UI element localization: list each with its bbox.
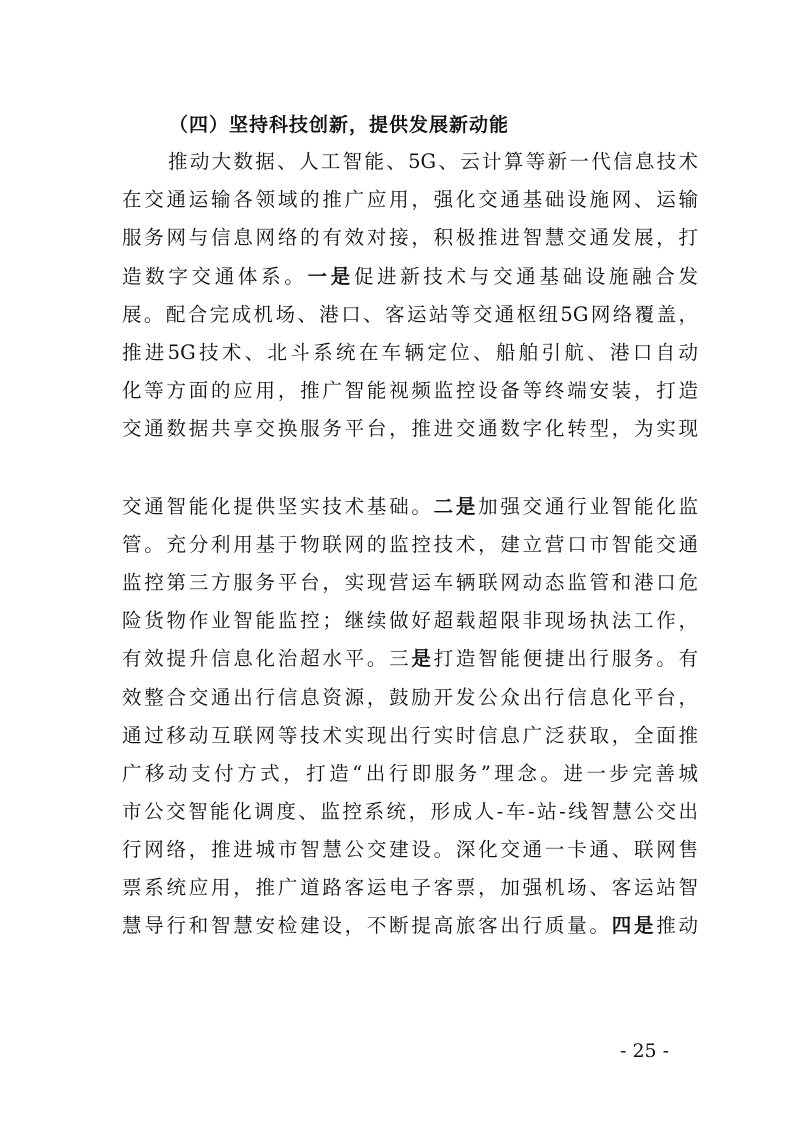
- paragraph-line: 在交通运输各领域的推广应用，强化交通基础设施网、运输: [122, 188, 698, 211]
- paragraph-line: 推动大数据、人工智能、5G、云计算等新一代信息技术: [168, 150, 698, 173]
- bold-marker: 二是: [433, 495, 479, 518]
- line-text: 造数字交通体系。: [122, 265, 308, 288]
- paragraph-line: [122, 644, 698, 674]
- line-text: 加强交通行业智能化监: [478, 495, 698, 518]
- paragraph-line: 票系统应用，推广道路客运电子客票，加强机场、客运站智: [122, 876, 698, 899]
- page-number: - 25 -: [620, 1040, 670, 1062]
- paragraph-line: 通过移动互联网等技术实现出行实时信息广泛获取，全面推: [122, 724, 698, 747]
- bold-marker: 一是: [307, 265, 354, 288]
- paragraph-line: 效整合交通出行信息资源，鼓励开发公众出行信息化平台，: [122, 686, 698, 709]
- paragraph-line: 监控第三方服务平台，实现营运车辆联网动态监管和港口危: [122, 571, 698, 594]
- line-text: 有效提升信息化治超水平。三: [122, 647, 412, 670]
- paragraph-line: 管。充分利用基于物联网的监控技术，建立营口市智能交通: [122, 533, 698, 556]
- paragraph-line: [122, 262, 698, 292]
- bold-marker: 是: [411, 647, 434, 670]
- line-text: 交通智能化提供坚实技术基础。: [122, 495, 434, 518]
- paragraph-line: [122, 492, 698, 522]
- paragraph-line: [122, 452, 698, 482]
- paragraph-line: 交通数据共享交换服务平台，推进交通数字化转型，为实现: [122, 417, 698, 440]
- line-text: 推动: [656, 914, 698, 937]
- paragraph-line: 险货物作业智能监控；继续做好超载超限非现场执法工作，: [122, 609, 698, 632]
- section-heading: （四）坚持科技创新，提供发展新动能: [169, 114, 510, 136]
- line-text: 促进新技术与交通基础设施融合发: [353, 265, 698, 288]
- paragraph-line: 广移动支付方式，打造“出行即服务”理念。进一步完善城: [122, 762, 698, 785]
- paragraph-line: 服务网与信息网络的有效对接，积极推进智慧交通发展，打: [122, 226, 698, 249]
- paragraph-line: 推进5G技术、北斗系统在车辆定位、船舶引航、港口自动: [122, 341, 698, 364]
- paragraph-line: 化等方面的应用，推广智能视频监控设备等终端安装，打造: [122, 379, 698, 402]
- paragraph-line: 展。配合完成机场、港口、客运站等交通枢纽5G网络覆盖，: [122, 303, 698, 326]
- paragraph-line: 市公交智能化调度、监控系统，形成人-车-站-线智慧公交出: [122, 800, 698, 823]
- paragraph-line: 行网络，推进城市智慧公交建设。深化交通一卡通、联网售: [122, 838, 698, 861]
- bold-marker: 四是: [611, 914, 657, 937]
- line-text: 打造智能便捷出行服务。有: [433, 647, 698, 670]
- paragraph-line: [122, 911, 698, 941]
- line-text: 慧导行和智慧安检建设，不断提高旅客出行质量。: [122, 914, 612, 937]
